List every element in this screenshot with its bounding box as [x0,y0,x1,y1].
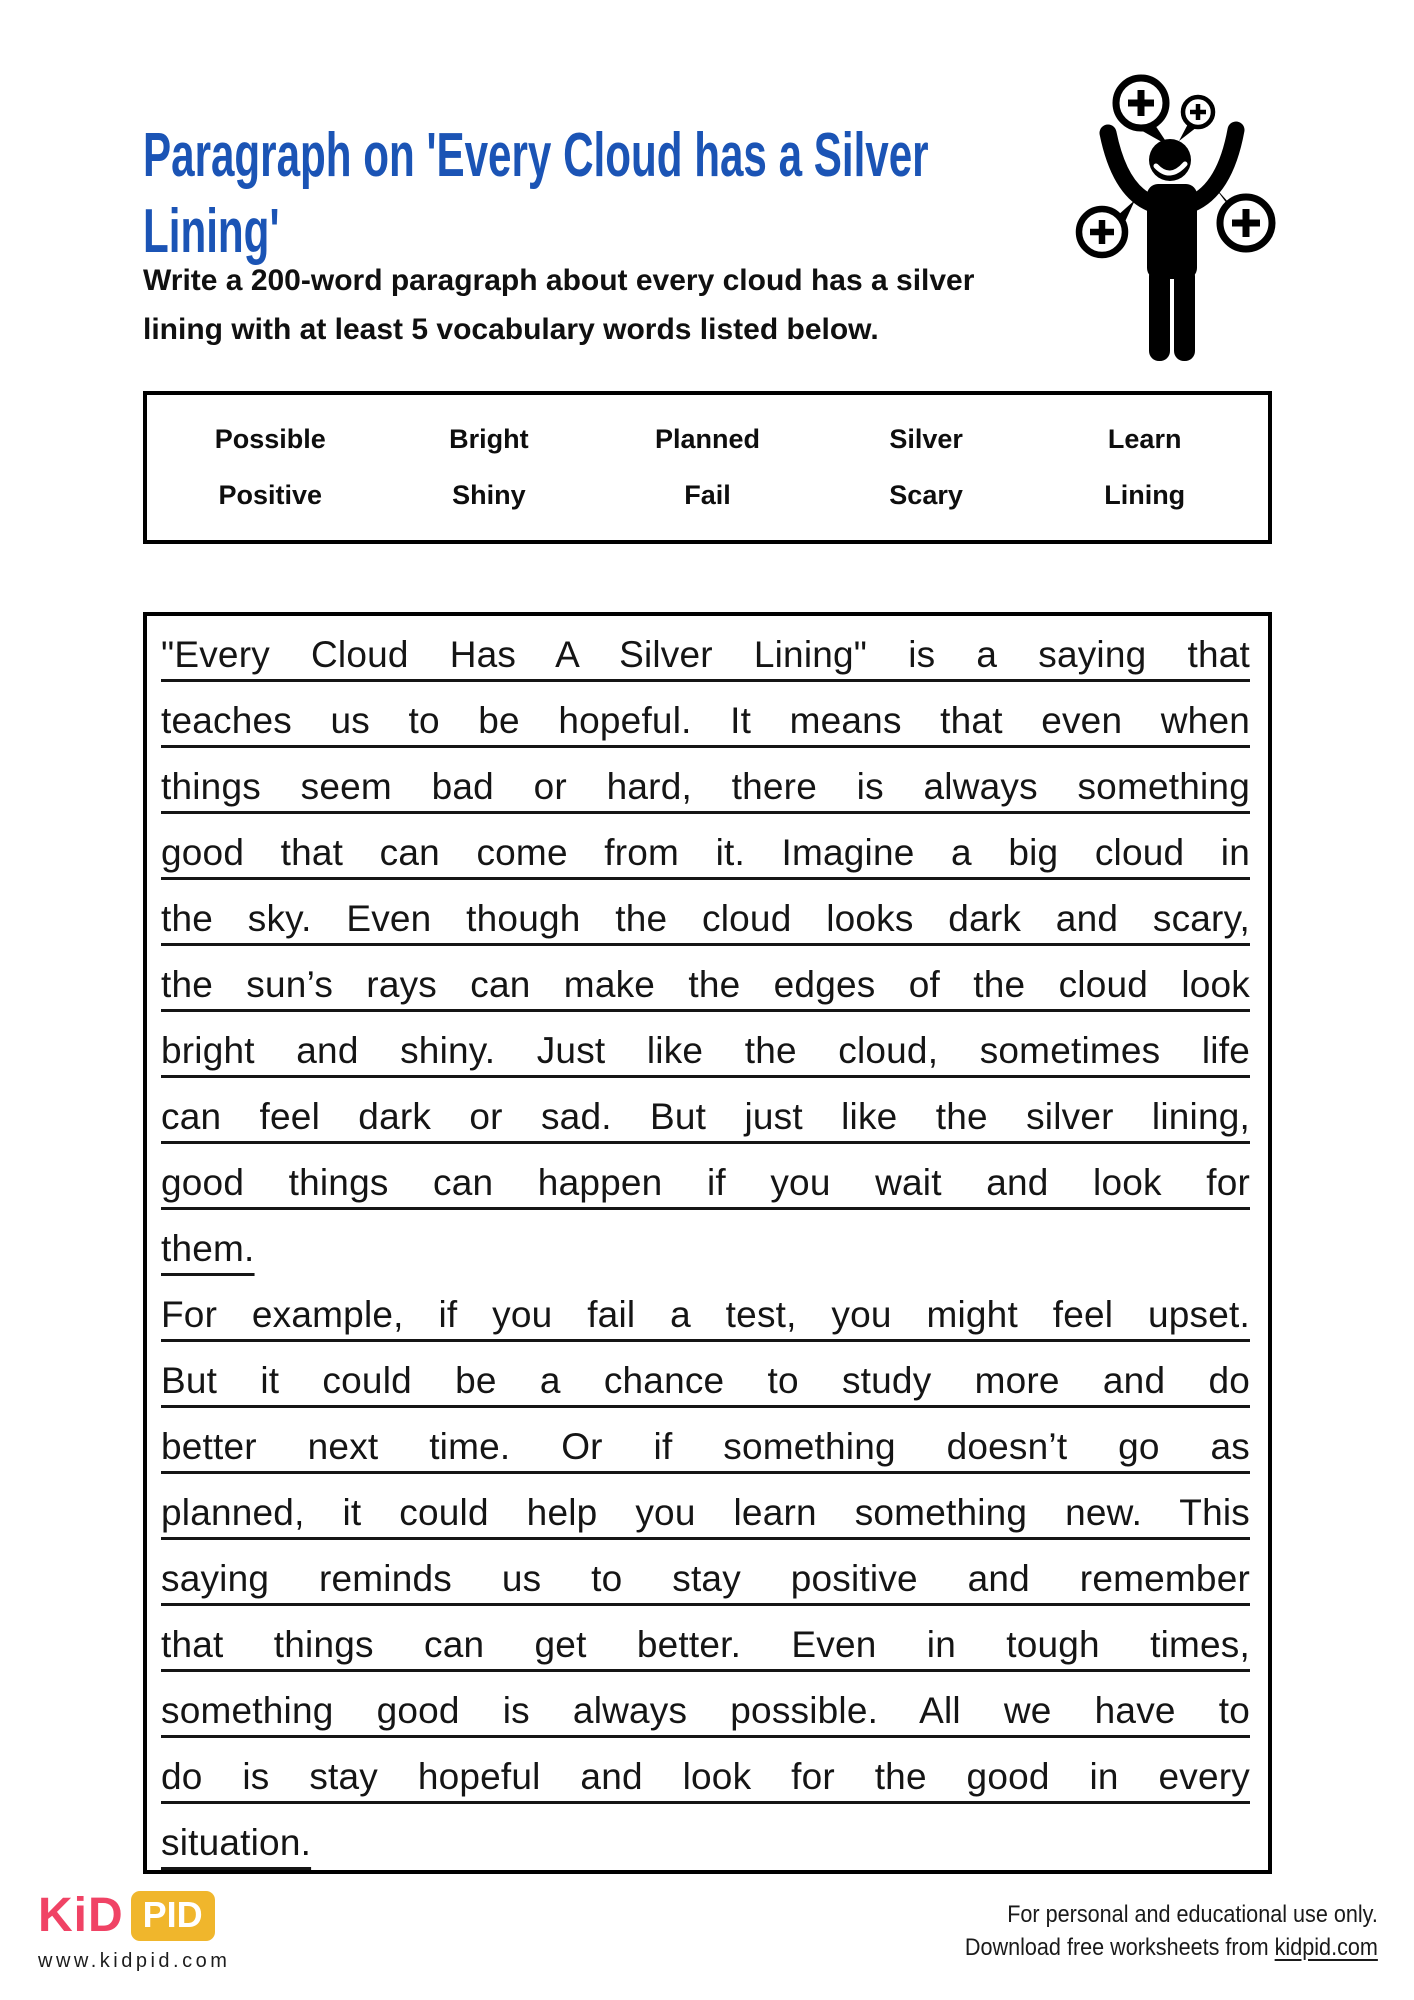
paragraph-line: the sun’s rays can make the edges of the cloud look [161,964,1250,1005]
paragraph-line: saying reminds us to stay positive and remember [161,1558,1250,1599]
paragraph-line: them. [161,1228,255,1269]
download-note-prefix: Download free worksheets from [965,1934,1275,1961]
vocab-word-fail: Fail [684,480,731,510]
kidpid-logo [38,1888,230,1973]
paragraph-line: good things can happen if you wait and look for [161,1162,1250,1203]
paragraph-line: something good is always possible. All we have to [161,1690,1250,1731]
paragraph-line: But it could be a chance to study more and do [161,1360,1250,1401]
vocab-word-lining: Lining [1104,480,1186,510]
logo-pid-badge: PID [131,1891,215,1941]
paragraph-line: situation. [161,1822,312,1863]
vocab-word-positive: Positive [218,480,323,510]
paragraph-line: bright and shiny. Just like the cloud, sometimes life [161,1030,1250,1071]
vocab-word-planned: Planned [654,424,760,454]
paragraph-line: good that can come from it. Imagine a big cloud in [161,832,1250,873]
page-title-line1: Paragraph on 'Every Cloud has a Silver [143,121,929,190]
instruction-line1: Write a 200-word paragraph about every cloud has a silver [143,264,975,297]
paragraph-line: For example, if you fail a test, you might feel upset. [161,1294,1250,1335]
kidpid-link[interactable]: kidpid.com [1274,1934,1378,1961]
paragraph-line: things seem bad or hard, there is always something [161,766,1250,807]
download-note-line [965,1931,1378,1964]
page-title [143,118,1095,270]
paragraph-line: "Every Cloud Has A Silver Lining" is a saying that [161,634,1250,675]
logo-kid-text: KiD [38,1889,124,1942]
vocab-word-scary: Scary [889,480,963,510]
paragraph-line: better next time. Or if something doesn’t go as [161,1426,1250,1467]
usage-note-line: For personal and educational use only. [1007,1901,1378,1928]
vocab-word-learn: Learn [1107,424,1182,454]
vocabulary-box [143,391,1272,544]
footer-note [965,1898,1378,1964]
paragraph-line: can feel dark or sad. But just like the silver lining, [161,1096,1250,1137]
vocab-word-bright: Bright [449,424,529,454]
paragraph-line: planned, it could help you learn something new. This [161,1492,1250,1533]
paragraph-line: do is stay hopeful and look for the good in every [161,1756,1250,1797]
vocab-word-shiny: Shiny [452,480,526,510]
positive-person-icon [1075,50,1285,365]
paragraph-line: the sky. Even though the cloud looks dark and scary, [161,898,1250,939]
paragraph-box [143,612,1272,1874]
vocab-word-possible: Possible [214,424,326,454]
vocab-word-silver: Silver [889,424,963,454]
website-url: www.kidpid.com [38,1950,231,1972]
instruction-text [143,256,974,354]
paragraph-line: teaches us to be hopeful. It means that even when [161,700,1250,741]
page-title-line2: Lining' [143,197,280,266]
paragraph-line: that things can get better. Even in tough times, [161,1624,1250,1665]
instruction-line2: lining with at least 5 vocabulary words listed below. [143,313,879,346]
